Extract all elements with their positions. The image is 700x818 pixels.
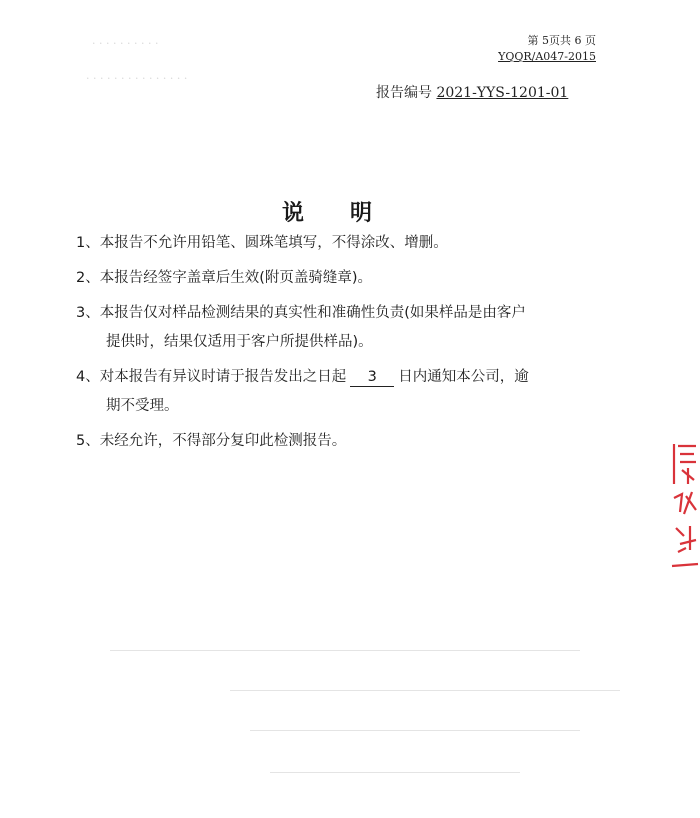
show-through-text: · · · · · · · · · · · · · · · <box>86 72 188 85</box>
note-item: 5、未经允许，不得部分复印此检测报告。 <box>76 433 347 449</box>
report-number-label: 报告编号 <box>376 85 432 101</box>
show-through-line <box>270 772 520 773</box>
note-item: 4、对本报告有异议时请于报告发出之日起 3 日内通知本公司，逾 期不受理。 <box>76 369 529 414</box>
page-title: 说明 <box>282 201 419 226</box>
note-item: 3、本报告仅对样品检测结果的真实性和准确性负责(如果样品是由客户 提供时，结果仅适用于客户所提供样品)。 <box>76 305 526 350</box>
show-through-line <box>110 650 580 651</box>
show-through-line <box>230 690 620 691</box>
note-item: 2、本报告经签字盖章后生效(附页盖骑缝章)。 <box>76 270 373 286</box>
notes-list <box>76 229 596 462</box>
show-through-text: · · · · · · · · · · <box>92 37 159 50</box>
page-count: 第 5页共 6 页 <box>527 34 596 47</box>
report-number <box>376 82 568 102</box>
days-value: 3 <box>350 368 394 387</box>
document-code: YQQR/A047-2015 <box>498 50 596 63</box>
note-item: 1、本报告不允许用铅笔、圆珠笔填写，不得涂改、增删。 <box>76 235 448 251</box>
seam-stamp <box>666 440 700 575</box>
page-header <box>498 33 596 65</box>
report-number-value: 2021-YYS-1201-01 <box>436 85 569 101</box>
show-through-line <box>250 730 580 731</box>
